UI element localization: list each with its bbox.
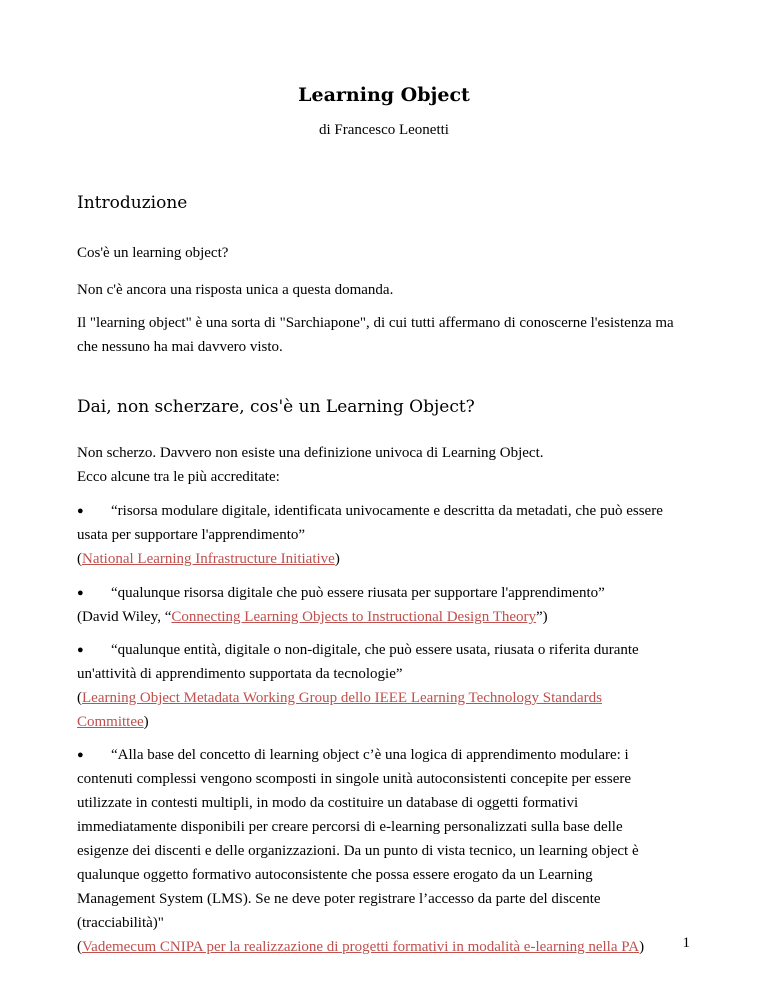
definition-item-4: ● “Alla base del concetto di learning object c’è una logica di apprendimento modulare: i contenuti complessi vengono scomposti in singole unità autoconsistenti concepite per essere utilizzate in contesti multipli, in modo da costituire un database di oggetti formativi immediatamente disponibili per creare percorsi di e-learning personalizzati sulla base delle esigenze dei discenti e delle organizzazioni. Da un punto di vista tecnico, un learning object è qualunque oggetto formativo autoconsistente che possa essere erogato da un Learning Management System (LMS). Se ne deve poter registrare l’accesso da parte del discente (tracciabilità)" (Vademecum CNIPA per la realizzazione di progetti formativi in modalità e-learning nella PA): [77, 743, 701, 959]
document-title: Learning Object: [298, 84, 470, 106]
bullet-icon: ●: [77, 749, 84, 761]
definition-source-2: (David Wiley, “Connecting Learning Objects to Instructional Design Theory”): [77, 609, 548, 625]
link-national-learning-infrastructure[interactable]: National Learning Infrastructure Initiative: [82, 551, 335, 567]
link-vademecum-cnipa[interactable]: Vademecum CNIPA per la realizzazione di progetti formativi in modalità e-learning nella PA: [82, 939, 640, 955]
section2-paragraph-1: Non scherzo. Davvero non esiste una definizione univoca di Learning Object. Ecco alcune tra le più accreditate:: [77, 445, 544, 485]
bullet-icon: ●: [77, 587, 84, 599]
link-ieee-lom-working-group[interactable]: Learning Object Metadata Working Group dello IEEE Learning Technology Standards: [82, 690, 602, 706]
definition-item-1: ● “risorsa modulare digitale, identificata univocamente e descritta da metadati, che può essere usata per supportare l'apprendimento” (National Learning Infrastructure Initiative): [77, 499, 701, 571]
page-number: 1: [682, 935, 690, 951]
bullet-icon: ●: [77, 505, 84, 517]
heading-introduzione: Introduzione: [77, 193, 188, 213]
heading-definizione: Dai, non scherzare, cos'è un Learning Object?: [77, 397, 475, 417]
definition-item-3: ● “qualunque entità, digitale o non-digitale, che può essere usata, riusata o riferita durante un'attività di apprendimento supportata da tecnologie” (Learning Object Metadata Working Group dello IEEE Learning Technology Standards Committee): [77, 638, 701, 734]
definition-source-3: (Learning Object Metadata Working Group dello IEEE Learning Technology Standards: [77, 690, 602, 706]
link-ieee-lom-working-group-cont[interactable]: Committee: [77, 714, 144, 730]
document-author: di Francesco Leonetti: [319, 122, 449, 138]
definition-item-2: ● “qualunque risorsa digitale che può essere riusata per supportare l'apprendimento” (David Wiley, “Connecting Learning Objects to Instructional Design Theory”): [77, 581, 701, 629]
definition-source-1: (National Learning Infrastructure Initiative): [77, 551, 340, 567]
link-connecting-learning-objects[interactable]: Connecting Learning Objects to Instructional Design Theory: [171, 609, 537, 625]
definition-source-4: (Vademecum CNIPA per la realizzazione di progetti formativi in modalità e-learning nella PA): [77, 939, 645, 955]
intro-paragraph-3: Il "learning object" è una sorta di "Sarchiapone", di cui tutti affermano di conoscerne l'esistenza ma che nessuno ha mai davvero visto.: [77, 315, 674, 355]
bullet-icon: ●: [77, 644, 84, 656]
intro-paragraph-1: Cos'è un learning object?: [77, 245, 229, 261]
intro-paragraph-2: Non c'è ancora una risposta unica a questa domanda.: [77, 282, 394, 298]
